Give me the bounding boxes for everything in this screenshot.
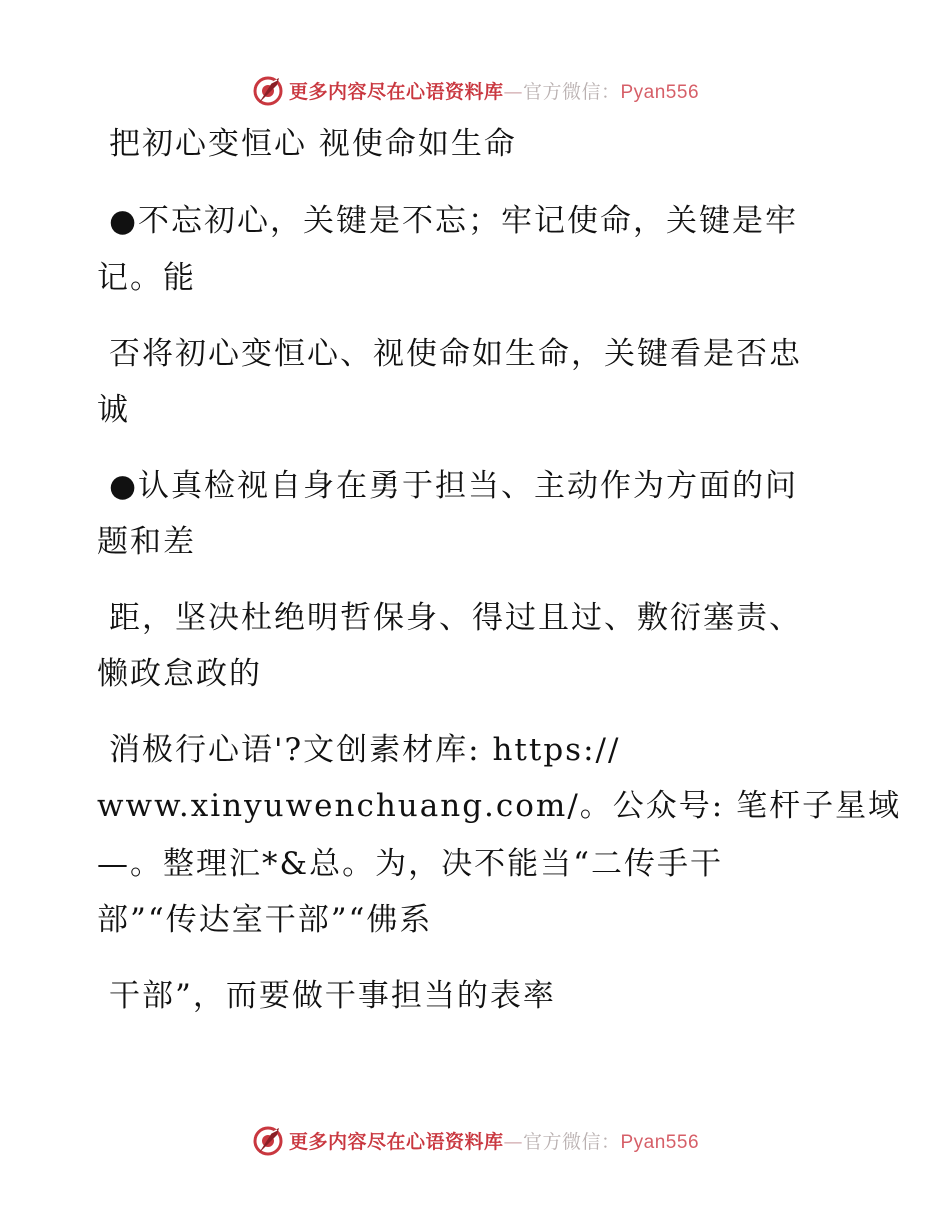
footer-brand (289, 1127, 699, 1154)
body-line: 懒政怠政的 (97, 656, 262, 692)
body-line: 把初心变恒心 视使命如生命 (109, 126, 517, 162)
page-header (0, 70, 950, 110)
body-line: 距，坚决杜绝明哲保身、得过且过、敷衍塞责、 (109, 600, 802, 636)
footer-wechat-label: 官方微信： (522, 1130, 621, 1153)
header-brand-name: 更多内容尽在心语资料库 (288, 80, 504, 103)
header-wechat-id: Pyan556 (620, 81, 700, 103)
body-line: 消极行心语'?文创素材库: https:// (109, 732, 621, 768)
page-footer (0, 1120, 950, 1160)
body-line: 记。能 (97, 260, 196, 296)
footer-separator: — (503, 1130, 523, 1153)
body-line: ●不忘初心，关键是不忘；牢记使命，关键是牢 (109, 203, 799, 239)
header-wechat-label: 官方微信： (522, 80, 621, 103)
body-line: —。整理汇*&总。为，决不能当“二传手干 (97, 846, 723, 882)
body-line: 否将初心变恒心、视使命如生命，关键看是否忠 (109, 336, 802, 372)
body-line: ●认真检视自身在勇于担当、主动作为方面的问 (109, 468, 799, 504)
body-line: 干部”，而要做干事担当的表率 (109, 978, 556, 1014)
header-separator: — (503, 80, 523, 103)
header-brand (289, 77, 699, 104)
body-line: 题和差 (97, 524, 196, 560)
body-line: 诚 (97, 392, 130, 428)
pen-logo-icon (251, 73, 285, 107)
body-line: 部”“传达室干部”“佛系 (97, 902, 433, 938)
body-line: www.xinyuwenchuang.com/。公众号: 笔杆子星域 (97, 788, 902, 824)
footer-brand-name: 更多内容尽在心语资料库 (288, 1130, 504, 1153)
pen-logo-icon (251, 1123, 285, 1157)
footer-wechat-id: Pyan556 (620, 1131, 700, 1153)
